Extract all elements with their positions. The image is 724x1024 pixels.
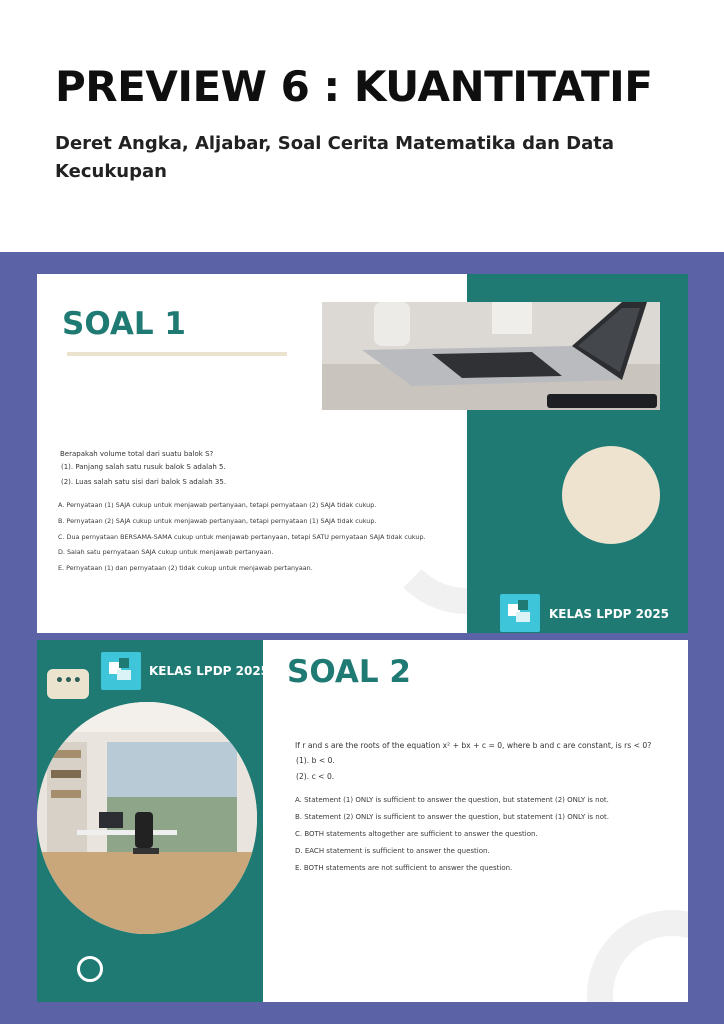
brand-label: KELAS LPDP 2025 bbox=[149, 664, 270, 678]
option-a: A. Pernyataan (1) SAJA cukup untuk menjawab pertanyaan, tetapi pernyataan (2) SAJA tidak cukup. bbox=[58, 501, 377, 509]
statement-1: (1). b < 0. bbox=[296, 756, 335, 765]
option-e: E. BOTH statements are not sufficient to answer the question. bbox=[295, 864, 513, 872]
slide-soal-2 bbox=[37, 640, 688, 1002]
laptop-photo bbox=[322, 302, 660, 410]
page-subtitle: Deret Angka, Aljabar, Soal Cerita Matematika dan Data Kecukupan bbox=[55, 133, 615, 182]
option-b: B. Pernyataan (2) SAJA cukup untuk menjawab pertanyaan, tetapi pernyataan (1) SAJA tidak cukup. bbox=[58, 517, 377, 525]
office-room-photo bbox=[37, 702, 257, 934]
option-d: D. EACH statement is sufficient to answer the question. bbox=[295, 847, 490, 855]
slide-soal-1 bbox=[37, 274, 688, 633]
option-b: B. Statement (2) ONLY is sufficient to answer the question, but statement (1) ONLY is not. bbox=[295, 813, 609, 821]
chat-bubble-dots: ••• bbox=[55, 673, 82, 689]
title-underline bbox=[67, 352, 287, 356]
decorative-arc bbox=[587, 910, 688, 1002]
slide-title: SOAL 2 bbox=[287, 654, 411, 690]
decorative-circle bbox=[562, 446, 660, 544]
option-c: C. Dua pernyataan BERSAMA-SAMA cukup untuk menjawab pertanyaan, tetapi SATU pernyataan SAJA tidak cukup. bbox=[58, 533, 426, 541]
page-header bbox=[0, 0, 724, 252]
option-c: C. BOTH statements altogether are sufficient to answer the question. bbox=[295, 830, 538, 838]
question-text: If r and s are the roots of the equation x² + bx + c = 0, where b and c are constant, is rs < 0? bbox=[295, 741, 652, 750]
option-a: A. Statement (1) ONLY is sufficient to answer the question, but statement (2) ONLY is not. bbox=[295, 796, 609, 804]
statement-2: (2). Luas salah satu sisi dari balok S adalah 35. bbox=[61, 478, 227, 486]
brand-logo-icon bbox=[500, 594, 540, 632]
question-text: Berapakah volume total dari suatu balok S? bbox=[60, 450, 214, 458]
option-e: E. Pernyataan (1) dan pernyataan (2) tidak cukup untuk menjawab pertanyaan. bbox=[58, 564, 313, 572]
statement-1: (1). Panjang salah satu rusuk balok S adalah 5. bbox=[61, 463, 226, 471]
chat-bubble-icon bbox=[47, 669, 89, 699]
option-d: D. Salah satu pernyataan SAJA cukup untuk menjawab pertanyaan. bbox=[58, 548, 274, 556]
decorative-ring bbox=[77, 956, 103, 982]
statement-2: (2). c < 0. bbox=[296, 772, 335, 781]
brand-label: KELAS LPDP 2025 bbox=[549, 607, 670, 621]
brand-logo-icon bbox=[101, 652, 141, 690]
page-title: PREVIEW 6 : KUANTITATIF bbox=[55, 62, 653, 111]
slide-title: SOAL 1 bbox=[62, 306, 186, 342]
